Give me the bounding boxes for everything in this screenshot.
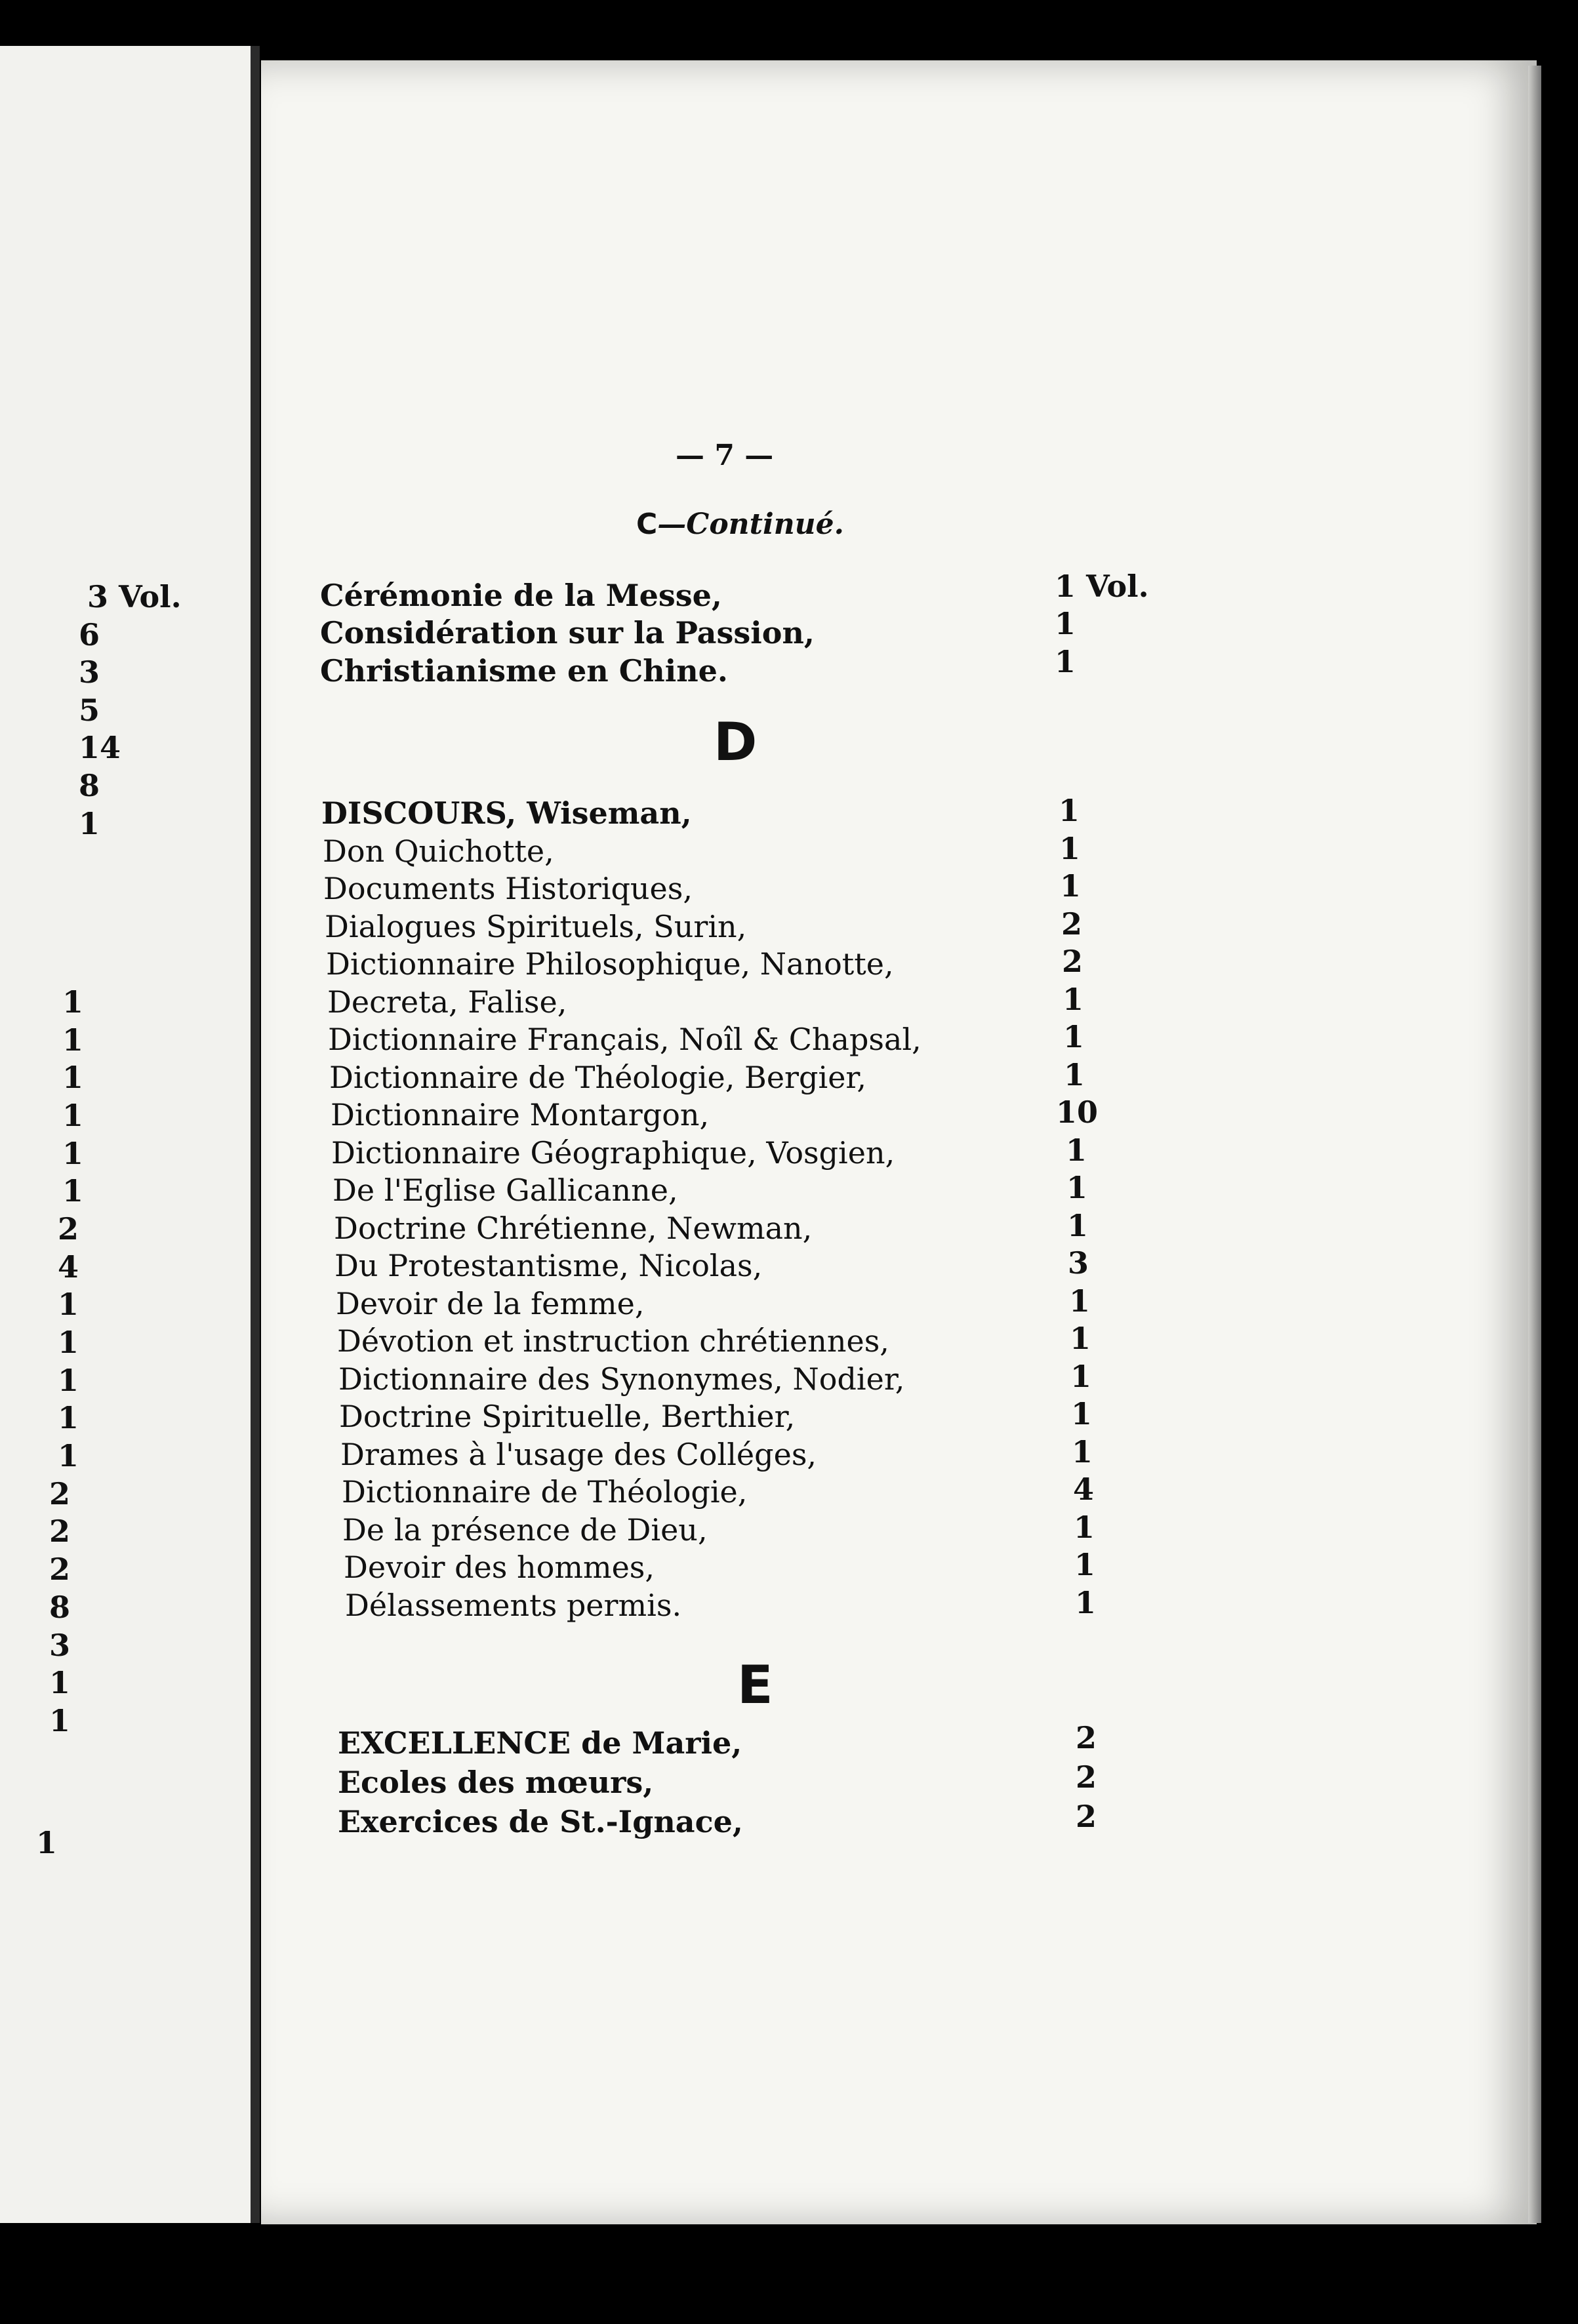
left-volume-count: 1 (58, 1287, 79, 1322)
left-volume-count: 8 (49, 1590, 71, 1625)
entry-title: Dictionnaire Philosophique, Nanotte, (326, 946, 894, 982)
left-volume-count: 6 (79, 617, 100, 652)
entry-title: Dictionnaire Montargon, (331, 1097, 710, 1132)
entry-title: Cérémonie de la Messe, (320, 578, 722, 613)
entry-title: Considération sur la Passion, (320, 615, 815, 651)
left-volume-count: 3 (79, 654, 100, 690)
entry-volume: 1 (1074, 1547, 1096, 1582)
left-volume-count: 1 (58, 1438, 79, 1473)
entry-volume: 1 (1074, 1510, 1095, 1545)
entry-title: Exercices de St.-Ignace, (338, 1804, 743, 1839)
entry-title: Christianisme en Chine. (320, 653, 728, 689)
entry-title: Dictionnaire des Synonymes, Nodier, (338, 1361, 905, 1397)
entry-volume: 1 (1059, 831, 1081, 866)
left-volume-count: 1 (58, 1363, 79, 1398)
entry-volume: 10 (1056, 1094, 1099, 1130)
entry-title: Decreta, Falise, (327, 984, 567, 1020)
entry-volume: 1 (1066, 1132, 1087, 1168)
entry-volume: 1 (1062, 982, 1084, 1017)
entry-volume: 1 (1075, 1585, 1097, 1620)
entry-volume: 1 (1060, 868, 1082, 904)
entry-volume: 2 (1062, 944, 1083, 979)
page-edge-shadow (1528, 66, 1541, 2223)
previous-page-strip (0, 46, 260, 2223)
entry-title: Doctrine Chrétienne, Newman, (334, 1211, 813, 1246)
entry-title: Dictionnaire Géographique, Vosgien, (331, 1135, 895, 1171)
left-volume-count: 3 Vol. (87, 579, 182, 614)
entry-title: EXCELLENCE de Marie, (338, 1725, 742, 1761)
left-volume-count: 1 (58, 1400, 79, 1435)
entry-title: DISCOURS, Wiseman, (321, 795, 692, 831)
entry-volume: 1 (1059, 793, 1080, 828)
entry-title: Don Quichotte, (323, 833, 554, 869)
left-volume-count: 1 (62, 1136, 84, 1171)
entry-volume: 1 (1067, 1208, 1089, 1243)
entry-title: Dictionnaire de Théologie, (342, 1474, 748, 1510)
entry-title: Dictionnaire de Théologie, Bergier, (329, 1060, 866, 1095)
left-volume-count: 8 (79, 768, 100, 803)
left-volume-count: 1 (62, 1098, 84, 1133)
entry-volume: 1 (1072, 1434, 1093, 1470)
left-volume-count: 1 (79, 806, 100, 841)
entry-title: De l'Eglise Gallicanne, (333, 1172, 678, 1208)
entry-title: Doctrine Spirituelle, Berthier, (339, 1399, 796, 1434)
entry-title: Ecoles des mœurs, (338, 1765, 654, 1800)
page-number: — 7 — (676, 439, 774, 472)
left-volume-count: 2 (49, 1476, 71, 1512)
letter-e-heading: E (737, 1654, 773, 1715)
entry-title: Dévotion et instruction chrétiennes, (337, 1323, 889, 1359)
entry-title: Documents Historiques, (323, 871, 693, 906)
entry-volume: 2 (1076, 1720, 1097, 1755)
section-header (636, 510, 844, 539)
left-volume-count: 2 (49, 1513, 71, 1549)
entry-title: Devoir de la femme, (336, 1286, 645, 1321)
entry-title: Du Protestantisme, Nicolas, (334, 1248, 763, 1283)
entry-volume: 1 Vol. (1055, 569, 1149, 604)
left-volume-count: 4 (58, 1249, 79, 1285)
left-volume-count: 5 (79, 692, 100, 728)
left-volume-count: 1 (36, 1825, 58, 1860)
left-volume-count: 2 (58, 1211, 79, 1247)
entry-title: Devoir des hommes, (344, 1550, 655, 1585)
entry-volume: 1 (1063, 1019, 1085, 1054)
section-header-letter: C (636, 508, 658, 541)
left-volume-count: 1 (58, 1325, 79, 1360)
section-header-rest: —Continué. (657, 508, 844, 541)
entry-volume: 2 (1061, 906, 1083, 942)
left-volume-count: 14 (79, 730, 121, 765)
entry-volume: 2 (1076, 1759, 1097, 1795)
letter-d-heading: D (714, 711, 758, 772)
entry-volume: 1 (1064, 1057, 1085, 1092)
left-volume-count: 1 (62, 984, 84, 1020)
entry-volume: 1 (1071, 1396, 1093, 1432)
entry-volume: 4 (1073, 1472, 1095, 1507)
left-volume-count: 2 (49, 1552, 71, 1587)
entry-volume: 2 (1076, 1799, 1097, 1834)
left-volume-count: 3 (49, 1628, 71, 1663)
entry-volume: 1 (1070, 1321, 1091, 1356)
left-volume-count: 1 (49, 1665, 71, 1700)
left-volume-count: 1 (62, 1022, 84, 1058)
entry-volume: 1 (1066, 1170, 1088, 1205)
left-volume-count: 1 (49, 1703, 71, 1738)
entry-title: Délassements permis. (345, 1588, 682, 1623)
entry-title: Dialogues Spirituels, Surin, (325, 909, 747, 944)
entry-volume: 1 (1055, 644, 1076, 679)
left-volume-count: 1 (62, 1060, 84, 1095)
entry-volume: 1 (1070, 1359, 1092, 1394)
entry-volume: 3 (1068, 1245, 1089, 1281)
entry-volume: 1 (1069, 1283, 1091, 1319)
entry-volume: 1 (1055, 606, 1076, 641)
entry-title: Drames à l'usage des Colléges, (340, 1437, 817, 1472)
entry-title: Dictionnaire Français, Noîl & Chapsal, (328, 1022, 921, 1057)
left-volume-count: 1 (62, 1173, 84, 1209)
entry-title: De la présence de Dieu, (342, 1512, 708, 1548)
